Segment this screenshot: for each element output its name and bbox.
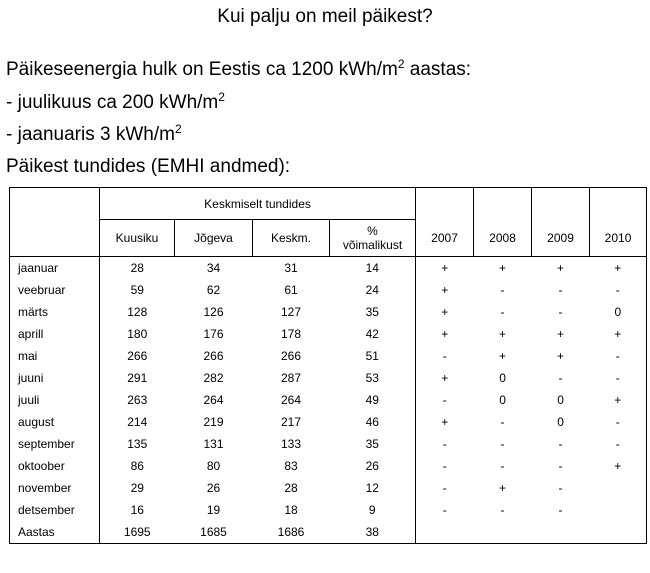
value-cell: - (558, 283, 563, 297)
value-cell: 86 (130, 459, 144, 473)
table-row (10, 477, 647, 499)
value-cell: 266 (280, 349, 302, 363)
value-cell: + (499, 327, 507, 341)
july-text: - juulikuus ca 200 kWh/m (6, 92, 219, 113)
header-row-group (10, 188, 647, 220)
value-cell: - (442, 393, 447, 407)
value-cell: 35 (330, 433, 416, 455)
value-cell: 62 (206, 283, 221, 297)
table-row (10, 279, 647, 301)
column-header-jogeva: Jõgeva (175, 220, 253, 257)
value-cell: + (499, 349, 507, 363)
intro-line-annual (6, 59, 471, 81)
value-cell: 133 (280, 437, 302, 451)
value-cell: 34 (206, 261, 221, 275)
intro-line-july (6, 92, 225, 114)
month-cell: oktoober (10, 455, 100, 477)
value-cell: - (442, 459, 447, 473)
month-cell: jaanuar (10, 257, 100, 280)
value-cell (416, 521, 474, 544)
value-cell: 38 (330, 521, 416, 544)
value-cell: 135 (127, 437, 148, 451)
value-cell: - (442, 481, 447, 495)
value-cell: 0 (557, 415, 564, 429)
value-cell: 9 (330, 499, 416, 521)
value-cell: 18 (284, 503, 298, 517)
value-cell: 26 (206, 481, 221, 495)
column-header-2008: 2008 (474, 220, 532, 257)
value-cell: + (590, 257, 647, 280)
column-header-percent (330, 220, 416, 257)
value-cell: - (558, 437, 563, 451)
value-cell: 80 (206, 459, 221, 473)
value-cell (590, 477, 647, 499)
value-cell: 263 (127, 393, 148, 407)
year-header-cell (590, 188, 647, 220)
column-header-keskm: Keskm. (253, 220, 330, 257)
month-cell: Aastas (10, 521, 100, 544)
table-row (10, 499, 647, 521)
value-cell: - (590, 433, 647, 455)
value-cell: 28 (130, 261, 144, 275)
value-cell: 266 (127, 349, 148, 363)
value-cell: 291 (127, 371, 148, 385)
value-cell: + (590, 323, 647, 345)
column-header-2010: 2010 (590, 220, 647, 257)
value-cell: - (590, 411, 647, 433)
table-row (10, 433, 647, 455)
month-cell: september (10, 433, 100, 455)
value-cell: - (500, 305, 505, 319)
value-cell: 59 (130, 283, 144, 297)
value-cell: + (441, 415, 449, 429)
value-cell: 42 (330, 323, 416, 345)
month-cell: juuli (10, 389, 100, 411)
annual-suffix: aastas: (404, 59, 472, 80)
value-cell: + (499, 481, 507, 495)
value-cell: 61 (284, 283, 298, 297)
value-cell: 131 (203, 437, 224, 451)
value-cell: - (442, 503, 447, 517)
month-cell: juuni (10, 367, 100, 389)
value-cell: 180 (127, 327, 148, 341)
value-cell: 24 (330, 279, 416, 301)
value-cell: + (441, 371, 449, 385)
value-cell: 264 (280, 393, 302, 407)
month-cell: veebruar (10, 279, 100, 301)
group-header: Keskmiselt tundides (100, 188, 416, 220)
superscript: 2 (218, 90, 225, 104)
percent-label: võimalikust (342, 238, 403, 252)
column-header-2009: 2009 (532, 220, 590, 257)
value-cell: 282 (203, 371, 224, 385)
table-row (10, 257, 647, 280)
table-row (10, 323, 647, 345)
sun-hours-table (9, 187, 647, 544)
value-cell: - (558, 459, 563, 473)
value-cell: 126 (203, 305, 224, 319)
value-cell: - (500, 503, 505, 517)
month-cell: august (10, 411, 100, 433)
value-cell: 83 (284, 459, 298, 473)
value-cell: + (441, 283, 449, 297)
value-cell: 31 (284, 261, 298, 275)
value-cell: + (590, 455, 647, 477)
value-cell: - (442, 349, 447, 363)
value-cell: - (558, 305, 563, 319)
table-row (10, 345, 647, 367)
value-cell: - (500, 283, 505, 297)
value-cell: 214 (127, 415, 148, 429)
column-header-kuusiku: Kuusiku (100, 220, 175, 257)
value-cell: 0 (499, 371, 506, 385)
table-row (10, 411, 647, 433)
month-header-cell (10, 188, 100, 220)
intro-line-january (6, 124, 182, 146)
year-header-cell (416, 188, 474, 220)
table-row (10, 367, 647, 389)
value-cell: 29 (130, 481, 144, 495)
value-cell: 35 (330, 301, 416, 323)
january-text: - jaanuaris 3 kWh/m (6, 124, 175, 145)
value-cell: + (557, 261, 565, 275)
value-cell: 287 (280, 371, 302, 385)
table-row (10, 521, 647, 544)
table-row (10, 301, 647, 323)
percent-sign: % (367, 224, 378, 238)
value-cell (532, 521, 590, 544)
month-cell: november (10, 477, 100, 499)
value-cell: + (557, 349, 565, 363)
value-cell: - (558, 503, 563, 517)
value-cell: + (441, 305, 449, 319)
value-cell: 264 (203, 393, 224, 407)
superscript: 2 (397, 57, 405, 71)
month-cell: mai (10, 345, 100, 367)
value-cell: + (499, 261, 507, 275)
value-cell: 0 (557, 393, 564, 407)
value-cell: 28 (284, 481, 298, 495)
year-header-cell (474, 188, 532, 220)
superscript: 2 (174, 122, 182, 136)
value-cell: 1686 (253, 521, 330, 544)
value-cell: 12 (330, 477, 416, 499)
month-cell: märts (10, 301, 100, 323)
value-cell: 49 (330, 389, 416, 411)
table-caption: Päikest tundides (EMHI andmed): (6, 156, 291, 177)
value-cell (590, 499, 647, 521)
value-cell: 46 (330, 411, 416, 433)
value-cell: - (590, 367, 647, 389)
month-header-cell (10, 220, 100, 257)
value-cell: 178 (280, 327, 302, 341)
value-cell: 127 (280, 305, 302, 319)
value-cell: 1695 (100, 521, 175, 544)
value-cell: 16 (130, 503, 144, 517)
value-cell: - (500, 437, 505, 451)
value-cell: - (558, 371, 563, 385)
month-cell: aprill (10, 323, 100, 345)
value-cell: - (500, 415, 505, 429)
value-cell: + (441, 261, 449, 275)
value-cell: 51 (330, 345, 416, 367)
year-header-cell (532, 188, 590, 220)
table-row (10, 455, 647, 477)
table-row (10, 389, 647, 411)
value-cell: 53 (330, 367, 416, 389)
value-cell: 0 (499, 393, 506, 407)
value-cell: 217 (280, 415, 302, 429)
value-cell: + (441, 327, 449, 341)
value-cell: 128 (127, 305, 148, 319)
column-header-2007: 2007 (416, 220, 474, 257)
value-cell (474, 521, 532, 544)
month-cell: detsember (10, 499, 100, 521)
value-cell: 219 (203, 415, 224, 429)
value-cell: - (558, 481, 563, 495)
value-cell: - (590, 345, 647, 367)
page-title: Kui palju on meil päikest? (217, 6, 433, 27)
value-cell: 26 (330, 455, 416, 477)
header-row-columns (10, 220, 647, 257)
value-cell: 19 (206, 503, 221, 517)
value-cell (590, 521, 647, 544)
value-cell: + (557, 327, 565, 341)
value-cell: + (590, 389, 647, 411)
value-cell: - (500, 459, 505, 473)
value-cell: 14 (330, 257, 416, 280)
annual-text: Päikeseenergia hulk on Eestis ca 1200 kWh/m (6, 59, 398, 80)
value-cell: 0 (590, 301, 647, 323)
value-cell: 266 (203, 349, 224, 363)
value-cell: 1685 (175, 521, 253, 544)
value-cell: - (590, 279, 647, 301)
value-cell: - (442, 437, 447, 451)
value-cell: 176 (203, 327, 224, 341)
